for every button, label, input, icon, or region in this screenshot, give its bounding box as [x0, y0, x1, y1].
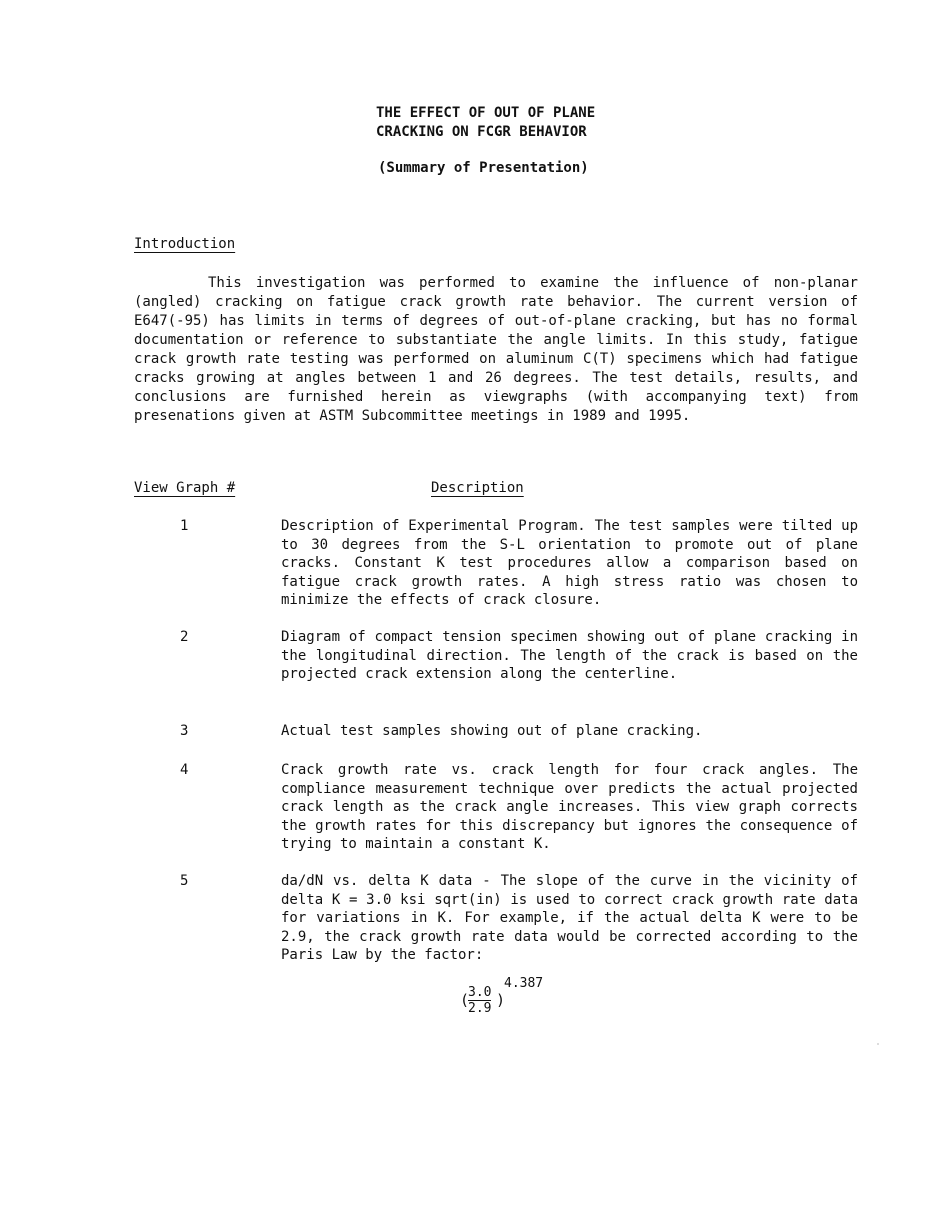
view-graph-description: Crack growth rate vs. crack length for four crack angles. The compliance measurement technique over predicts the actual projected crack length as the crack angle increases. This view graph corrects the growth rates for this discrepancy but ignores the consequence of trying to maintain a constant K. — [281, 762, 858, 852]
formula-numerator: 3.0 — [468, 985, 492, 1000]
document-title — [376, 104, 595, 142]
view-graph-description: Actual test samples showing out of plane cracking. — [281, 723, 703, 739]
view-graph-description: da/dN vs. delta K data - The slope of the curve in the vicinity of delta K = 3.0 ksi sqrt(in) is used to correct crack growth rate data for variations in K. For example, if the actual delta K were to be 2.9, the crack growth rate data would be corrected according to the Paris Law by the factor: — [281, 873, 858, 963]
view-graph-number: 3 — [180, 723, 189, 739]
title-line-1: THE EFFECT OF OUT OF PLANE — [376, 105, 596, 121]
view-graph-description: Diagram of compact tension specimen showing out of plane cracking in the longitudinal direction. The length of the crack is based on the projected crack extension along the centerline. — [281, 629, 858, 682]
formula-exponent: 4.387 — [504, 976, 544, 991]
introduction-paragraph: This investigation was performed to examine the influence of non-planar (angled) cracking on fatigue crack growth rate behavior. The current version of E647(-95) has limits in terms of degrees of out-of-plane cracking, but has no formal documentation or reference to substantiate the angle limits. In this study, fatigue crack growth rate testing was performed on aluminum C(T) specimens which had fatigue cracks growing at angles between 1 and 26 degrees. The test details, results, and conclusions are furnished herein as viewgraphs (with accompanying text) from presenations given at ASTM Subcommittee meetings in 1989 and 1995. — [134, 275, 858, 424]
title-line-2: CRACKING ON FCGR BEHAVIOR — [376, 124, 587, 140]
view-graph-number: 4 — [180, 762, 189, 778]
scan-speck — [877, 1043, 879, 1045]
view-graph-number: 2 — [180, 629, 189, 645]
formula-close-paren: ) — [496, 991, 506, 1009]
view-graph-number: 5 — [180, 873, 189, 889]
view-graph-description: Description of Experimental Program. The test samples were tilted up to 30 degrees from the S-L orientation to promote out of plane cracks. Constant K test procedures allow a comparison based on fatigue crack growth rates. A high stress ratio was chosen to minimize the effects of crack closure. — [281, 518, 858, 608]
document-subtitle: (Summary of Presentation) — [378, 160, 589, 176]
introduction-heading: Introduction — [134, 236, 236, 252]
description-column-header: Description — [431, 480, 524, 496]
view-graph-number: 1 — [180, 518, 189, 534]
formula-denominator: 2.9 — [468, 1001, 492, 1016]
view-graph-column-header: View Graph # — [134, 480, 236, 496]
formula-open-paren: ( — [460, 991, 470, 1009]
paris-law-correction-formula — [460, 976, 580, 1020]
